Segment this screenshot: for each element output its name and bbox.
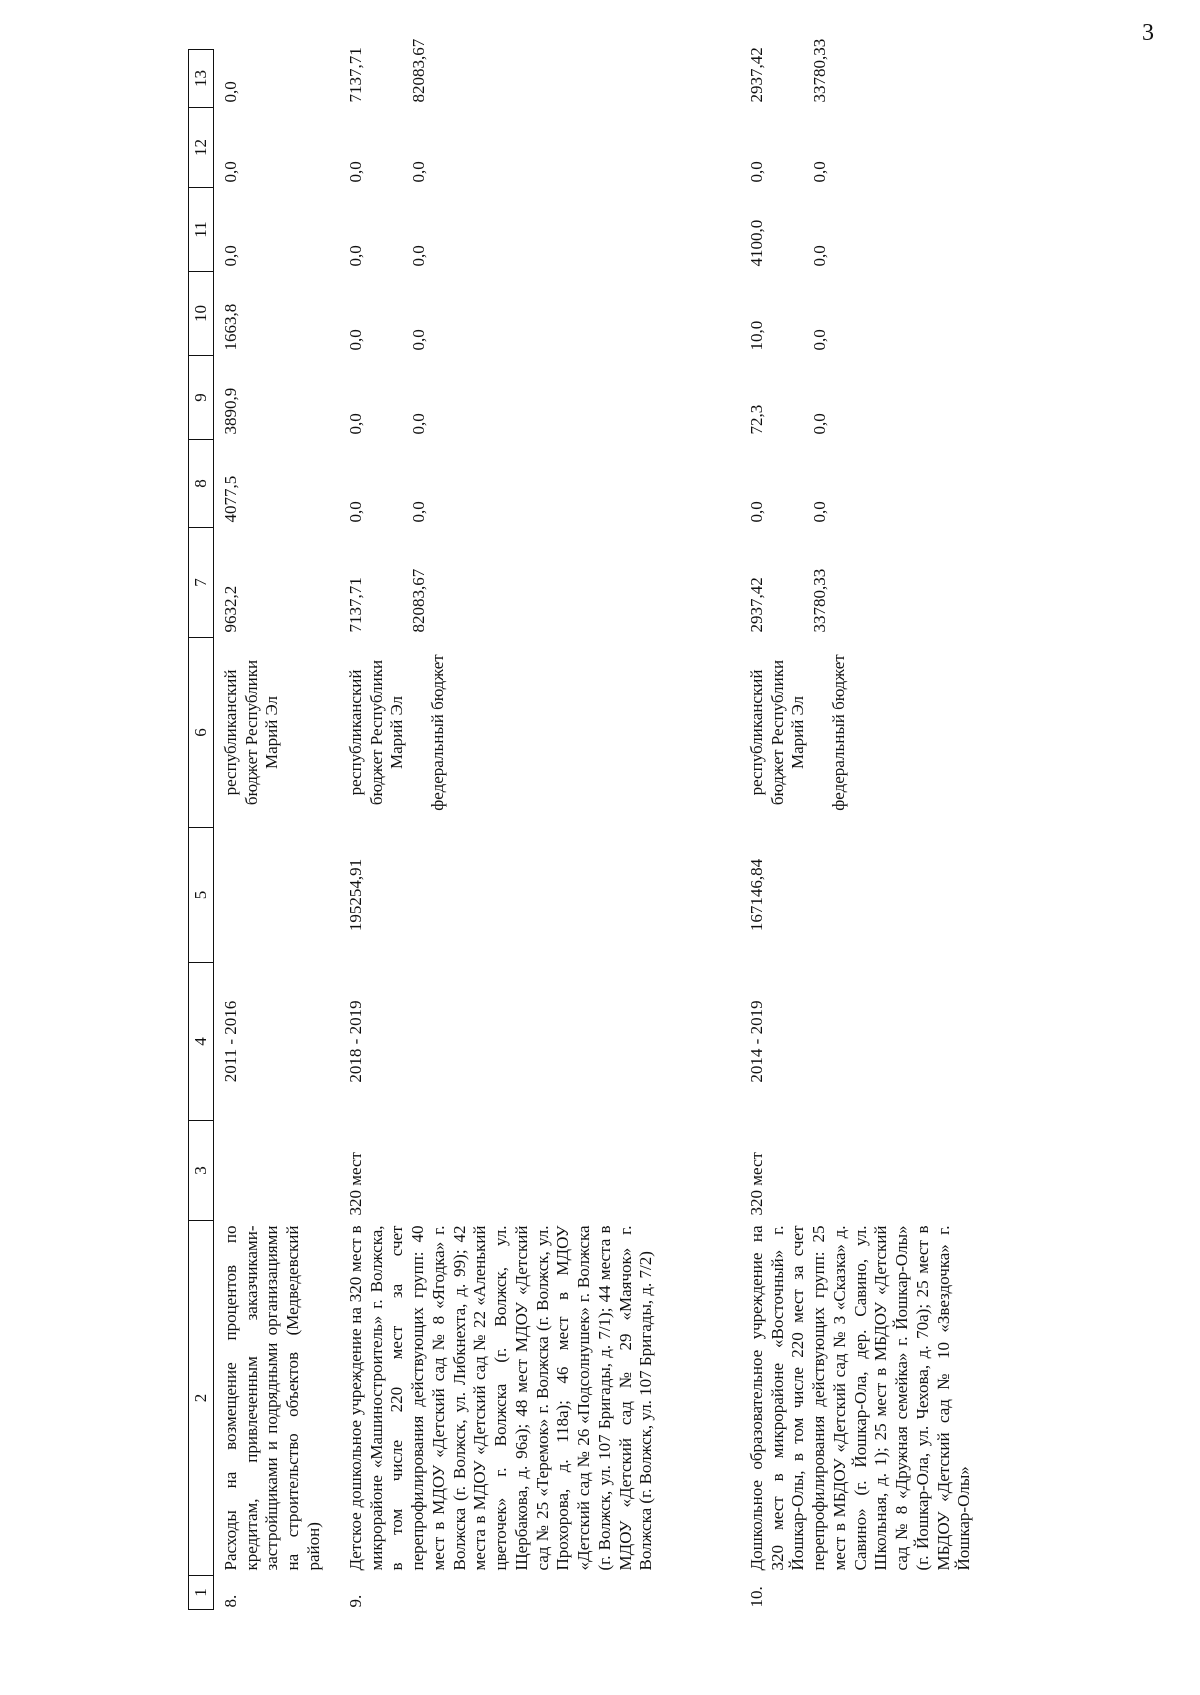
value-cell (339, 108, 740, 188)
value: 33780,33 (809, 38, 829, 103)
value: 82083,67 (408, 38, 428, 103)
column-header: 5 (189, 828, 214, 963)
value: 2937,42 (747, 577, 766, 633)
value: 0,0 (408, 501, 428, 523)
funding-sources (339, 638, 740, 828)
value: 4077,5 (221, 475, 240, 523)
table-row (740, 50, 1083, 1610)
column-header: 8 (189, 440, 214, 528)
value: 0,0 (747, 501, 766, 523)
column-header: 12 (189, 108, 214, 188)
value-cell (339, 356, 740, 440)
value: 4100,0 (747, 219, 766, 267)
funding-source: федеральный бюджет (829, 654, 849, 811)
funding-source: республиканский бюджет Республики Марий Эл (346, 659, 407, 806)
value-cell (740, 272, 1083, 356)
funding-source: федеральный бюджет (428, 654, 448, 811)
value: 33780,33 (809, 568, 829, 633)
value-cell (740, 38, 1083, 108)
value-cell (339, 272, 740, 356)
estimated-cost: 167146,84 (747, 858, 766, 932)
column-header: 13 (189, 50, 214, 108)
value: 0,0 (408, 161, 428, 183)
value: 7137,71 (346, 47, 365, 103)
column-header: 11 (189, 188, 214, 272)
value: 0,0 (221, 81, 240, 103)
value-cell (740, 188, 1083, 272)
value: 7137,71 (346, 577, 365, 633)
row-number: 9. (346, 1594, 365, 1608)
period: 2014 - 2019 (747, 1000, 766, 1083)
value: 0,0 (346, 413, 365, 435)
column-header: 4 (189, 963, 214, 1121)
capacity: 320 мест (747, 1152, 766, 1216)
value: 82083,67 (408, 568, 428, 633)
value: 0,0 (346, 161, 365, 183)
row-number: 10. (747, 1586, 766, 1608)
value-cell (339, 440, 740, 528)
value-cell (214, 188, 340, 272)
value-cell (214, 356, 340, 440)
value-cell (740, 356, 1083, 440)
period: 2011 - 2016 (221, 1000, 240, 1083)
rotated-table-container (188, 38, 1168, 1610)
estimated-cost (214, 828, 340, 963)
page-number: 3 (1142, 20, 1154, 46)
value: 0,0 (809, 501, 829, 523)
funding-sources (214, 638, 340, 828)
column-header: 2 (189, 1221, 214, 1576)
column-header: 7 (189, 528, 214, 638)
value: 0,0 (809, 413, 829, 435)
row-number: 8. (221, 1594, 240, 1608)
object-description: Расходы на возмещение процентов по кредитам, привлеченным заказчиками-застройщиками и подрядными организациями на строительство объектов (Медведевский район) (221, 1225, 323, 1571)
value-cell (214, 528, 340, 638)
value-cell (214, 50, 340, 108)
period: 2018 - 2019 (346, 1000, 365, 1083)
column-header: 1 (189, 1576, 214, 1610)
value: 0,0 (408, 413, 428, 435)
table-row (339, 50, 740, 1610)
value-cell (214, 440, 340, 528)
value: 0,0 (809, 161, 829, 183)
funding-source: республиканский бюджет Республики Марий Эл (747, 659, 808, 806)
value: 0,0 (408, 329, 428, 351)
capacity (214, 1121, 340, 1221)
program-table (188, 38, 1083, 1610)
value: 10,0 (747, 320, 766, 351)
value-cell (740, 440, 1083, 528)
value: 3890,9 (221, 387, 240, 435)
value: 0,0 (221, 161, 240, 183)
value: 0,0 (809, 245, 829, 267)
value: 0,0 (346, 329, 365, 351)
value-cell (214, 272, 340, 356)
value-cell (740, 528, 1083, 638)
column-header: 3 (189, 1121, 214, 1221)
value: 2937,42 (747, 47, 766, 103)
value: 0,0 (408, 245, 428, 267)
value: 0,0 (346, 245, 365, 267)
value-cell (339, 38, 740, 108)
value: 9632,2 (221, 585, 240, 633)
column-number-row (189, 50, 214, 1610)
value: 0,0 (809, 329, 829, 351)
table-row (214, 50, 340, 1610)
funding-source: республиканский бюджет Республики Марий Эл (221, 659, 282, 806)
value: 1663,8 (221, 303, 240, 351)
column-header: 6 (189, 638, 214, 828)
value-cell (339, 528, 740, 638)
value: 0,0 (221, 245, 240, 267)
value-cell (740, 108, 1083, 188)
column-header: 9 (189, 356, 214, 440)
object-description: Дошкольное образовательное учреждение на 320 мест в микрорайоне «Восточный» г. Йошкар-Олы, в том числе 220 мест за счет перепрофилирования действующих групп: 25 мест в МБДОУ «Детский сад № 3 «Сказка» д. Савино» (г. Йошкар-Ола, дер. Савино, ул. Школьная, д. 1); 25 мест в МБДОУ «Детский сад № 8 «Дружная семейка» г. Йошкар-Олы» (г. Йошкар-Ола, ул. Чехова, д. 70а); 25 мест в МБДОУ «Детский сад № 10 «Звездочка» г. Йошкар-Олы» (747, 1225, 974, 1571)
value: 0,0 (346, 501, 365, 523)
value: 72,3 (747, 404, 766, 435)
funding-sources (740, 638, 1083, 828)
estimated-cost: 195254,91 (346, 858, 365, 932)
value: 0,0 (747, 161, 766, 183)
object-description: Детское дошкольное учреждение на 320 мест в микрорайоне «Машиностроитель» г. Волжска, в том числе 220 мест за счет перепрофилирования действующих групп: 40 мест в МДОУ «Детский сад № 8 «Ягодка» г. Волжска (г. Волжск, ул. Либкнехта, д. 99); 42 места в МДОУ «Детский сад № 22 «Аленький цветочек» г. Волжска (г. Волжск, ул. Щербакова, д. 96а); 48 мест МДОУ «Детский сад № 25 «Теремок» г. Волжска (г. Волжск, ул. Прохорова, д. 118а); 46 мест в МДОУ «Детский сад № 26 «Подсолнушек» г. Волжска (г. Волжск, ул. 107 Бригады, д. 7/1); 44 места в МДОУ «Детский сад № 29 «Маячок» г. Волжска (г. Волжск, ул. 107 Бригады, д. 7/2) (346, 1225, 656, 1571)
capacity: 320 мест (346, 1152, 365, 1216)
value-cell (339, 188, 740, 272)
column-header: 10 (189, 272, 214, 356)
value-cell (214, 108, 340, 188)
